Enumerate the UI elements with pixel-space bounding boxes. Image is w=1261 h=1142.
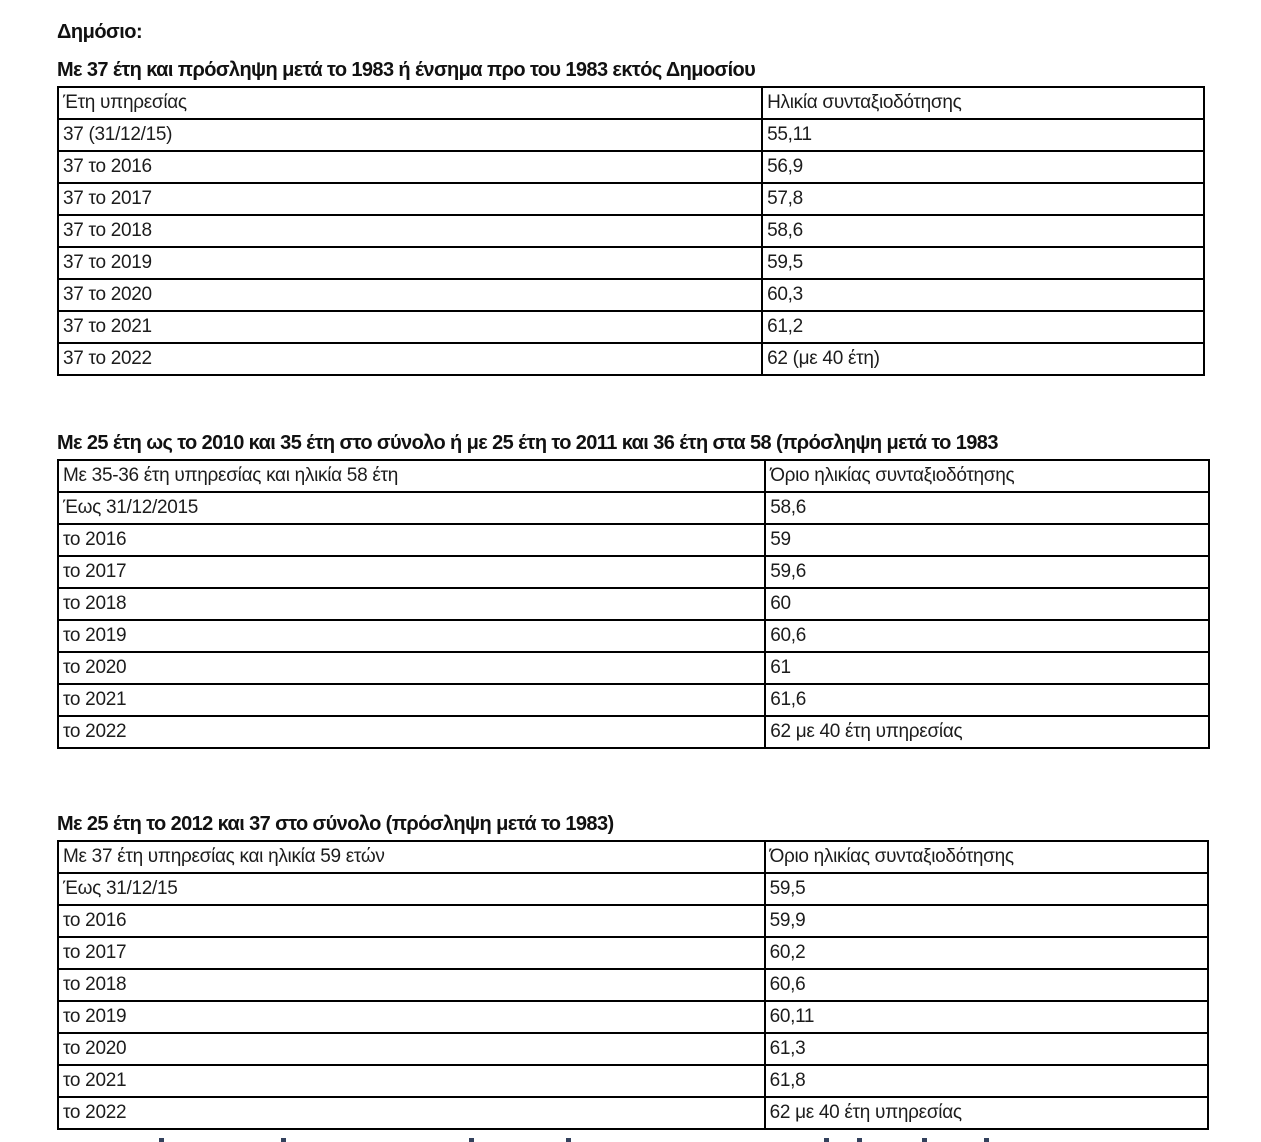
table-row <box>58 937 1208 969</box>
table-row <box>58 183 1204 215</box>
table-header-row <box>58 460 1209 492</box>
service-cell: 37 το 2018 <box>58 215 762 247</box>
service-cell: 37 (31/12/15) <box>58 119 762 151</box>
age-cell: 58,6 <box>765 492 1209 524</box>
service-cell: το 2020 <box>58 1033 765 1065</box>
service-cell: το 2021 <box>58 1065 765 1097</box>
table-row <box>58 247 1204 279</box>
table-row <box>58 215 1204 247</box>
age-cell: 57,8 <box>762 183 1204 215</box>
pension-table-2 <box>57 459 1210 749</box>
column-header-service-years: Έτη υπηρεσίας <box>58 87 762 119</box>
age-cell: 61,6 <box>765 684 1209 716</box>
service-cell: το 2016 <box>58 524 765 556</box>
clipped-text-remnant <box>857 1138 862 1142</box>
age-cell: 56,9 <box>762 151 1204 183</box>
pension-table-3 <box>57 840 1209 1130</box>
table-row <box>58 716 1209 748</box>
column-header-service-years: Με 37 έτη υπηρεσίας και ηλικία 59 ετών <box>58 841 765 873</box>
column-header-retirement-age: Όριο ηλικίας συνταξιοδότησης <box>765 460 1209 492</box>
service-cell: το 2022 <box>58 716 765 748</box>
clipped-text-remnant <box>922 1138 927 1142</box>
clipped-text-remnant <box>159 1138 164 1142</box>
age-cell: 59,6 <box>765 556 1209 588</box>
service-cell: 37 το 2016 <box>58 151 762 183</box>
service-cell: 37 το 2021 <box>58 311 762 343</box>
service-cell: 37 το 2020 <box>58 279 762 311</box>
table-row <box>58 151 1204 183</box>
column-header-retirement-age: Ηλικία συνταξιοδότησης <box>762 87 1204 119</box>
age-cell: 60,6 <box>765 620 1209 652</box>
age-cell: 59,5 <box>762 247 1204 279</box>
table-row <box>58 1097 1208 1129</box>
service-cell: το 2019 <box>58 620 765 652</box>
service-cell: το 2018 <box>58 969 765 1001</box>
age-cell: 55,11 <box>762 119 1204 151</box>
table-row <box>58 524 1209 556</box>
age-cell: 61,8 <box>765 1065 1208 1097</box>
table-row <box>58 1001 1208 1033</box>
section-1-heading: Με 37 έτη και πρόσληψη μετά το 1983 ή ένσημα προ του 1983 εκτός Δημοσίου <box>57 59 756 81</box>
age-cell: 59,5 <box>765 873 1208 905</box>
age-cell: 62 με 40 έτη υπηρεσίας <box>765 1097 1208 1129</box>
table-row <box>58 556 1209 588</box>
clipped-text-remnant <box>566 1138 571 1142</box>
age-cell: 61 <box>765 652 1209 684</box>
table-row <box>58 119 1204 151</box>
pension-table-1 <box>57 86 1205 376</box>
clipped-text-remnant <box>984 1138 989 1142</box>
service-cell: το 2020 <box>58 652 765 684</box>
table-header-row <box>58 87 1204 119</box>
age-cell: 59,9 <box>765 905 1208 937</box>
column-header-service-years: Με 35-36 έτη υπηρεσίας και ηλικία 58 έτη <box>58 460 765 492</box>
table-row <box>58 343 1204 375</box>
service-cell: το 2018 <box>58 588 765 620</box>
age-cell: 60,11 <box>765 1001 1208 1033</box>
age-cell: 60 <box>765 588 1209 620</box>
service-cell: το 2021 <box>58 684 765 716</box>
age-cell: 61,3 <box>765 1033 1208 1065</box>
age-cell: 61,2 <box>762 311 1204 343</box>
table-row <box>58 1065 1208 1097</box>
service-cell: το 2016 <box>58 905 765 937</box>
clipped-text-remnant <box>469 1138 474 1142</box>
age-cell: 60,3 <box>762 279 1204 311</box>
section-2-heading: Με 25 έτη ως το 2010 και 35 έτη στο σύνολο ή με 25 έτη το 2011 και 36 έτη στα 58 (πρόσληψη μετά το 1983 <box>57 432 998 454</box>
table-row <box>58 492 1209 524</box>
service-cell: το 2022 <box>58 1097 765 1129</box>
table-row <box>58 620 1209 652</box>
table-row <box>58 588 1209 620</box>
age-cell: 62 (με 40 έτη) <box>762 343 1204 375</box>
section-3-heading: Με 25 έτη το 2012 και 37 στο σύνολο (πρόσληψη μετά το 1983) <box>57 813 614 835</box>
service-cell: 37 το 2022 <box>58 343 762 375</box>
table-row <box>58 1033 1208 1065</box>
age-cell: 60,6 <box>765 969 1208 1001</box>
table-row <box>58 279 1204 311</box>
service-cell: 37 το 2017 <box>58 183 762 215</box>
clipped-text-remnant <box>281 1138 286 1142</box>
table-row <box>58 873 1208 905</box>
service-cell: Έως 31/12/2015 <box>58 492 765 524</box>
table-row <box>58 684 1209 716</box>
age-cell: 60,2 <box>765 937 1208 969</box>
age-cell: 62 με 40 έτη υπηρεσίας <box>765 716 1209 748</box>
table-row <box>58 969 1208 1001</box>
table-row <box>58 652 1209 684</box>
table-header-row <box>58 841 1208 873</box>
age-cell: 59 <box>765 524 1209 556</box>
table-row <box>58 311 1204 343</box>
service-cell: 37 το 2019 <box>58 247 762 279</box>
service-cell: Έως 31/12/15 <box>58 873 765 905</box>
document-title: Δημόσιο: <box>57 21 143 43</box>
service-cell: το 2017 <box>58 556 765 588</box>
service-cell: το 2019 <box>58 1001 765 1033</box>
table-row <box>58 905 1208 937</box>
clipped-text-remnant <box>824 1138 829 1142</box>
age-cell: 58,6 <box>762 215 1204 247</box>
column-header-retirement-age: Όριο ηλικίας συνταξιοδότησης <box>765 841 1208 873</box>
service-cell: το 2017 <box>58 937 765 969</box>
